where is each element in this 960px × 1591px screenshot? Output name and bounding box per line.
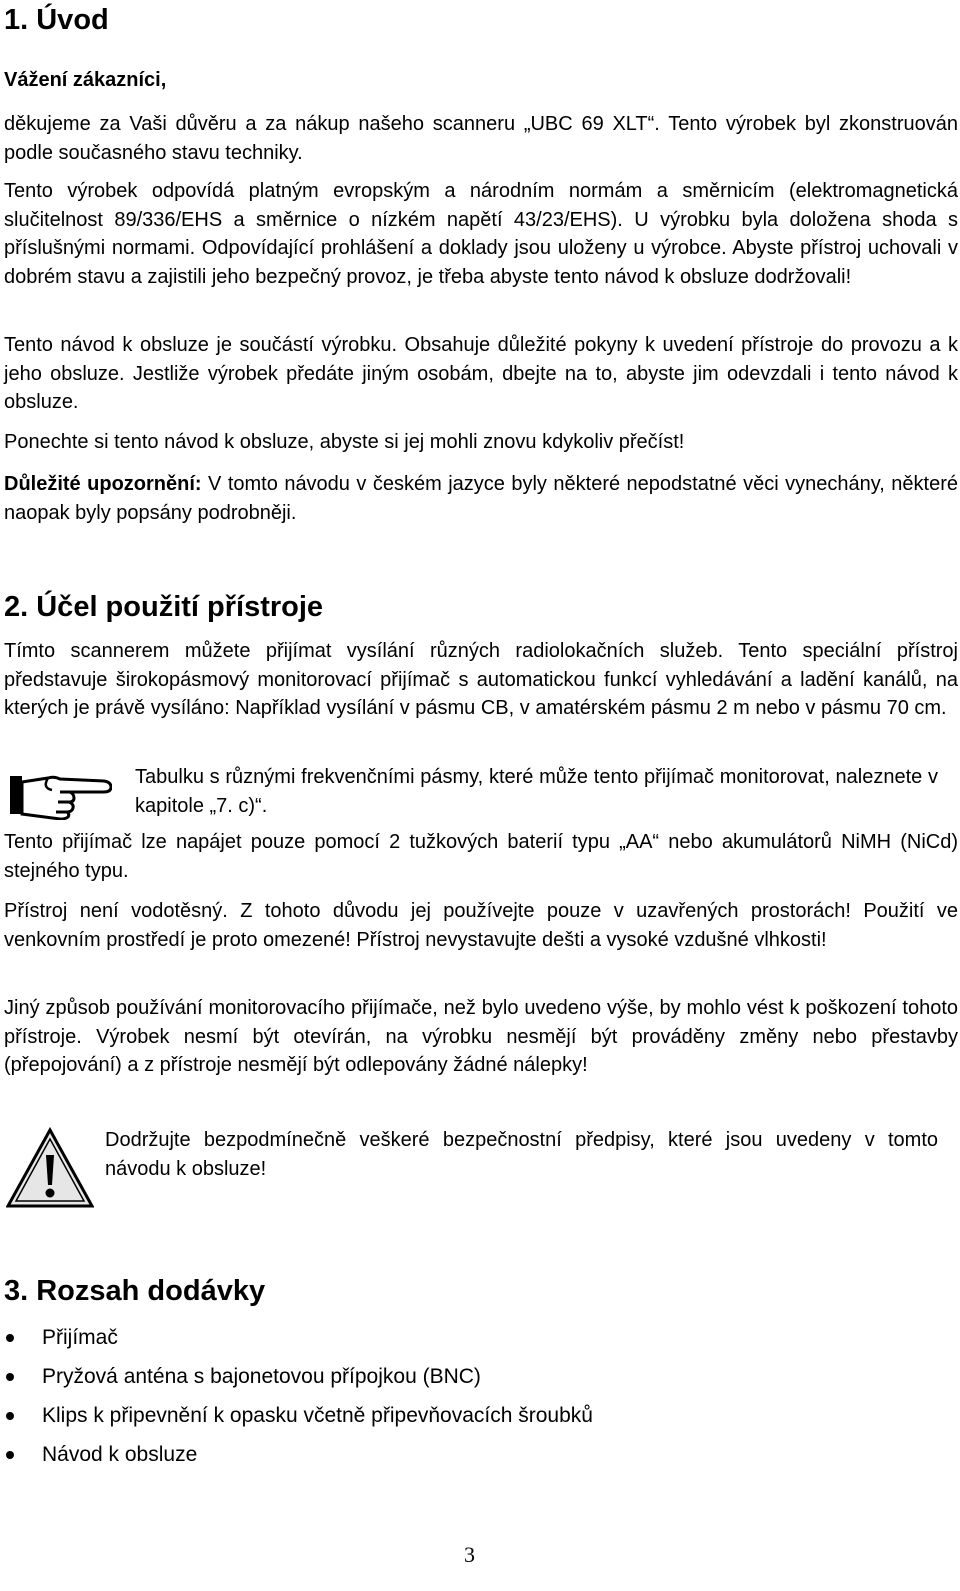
list-item: Klips k připevnění k opasku včetně připevňovacích šroubků [4,1401,593,1440]
paragraph-purpose: Tímto scannerem můžete přijímat vysílání různých radiolokačních služeb. Tento speciální přístroj představuje širokopásmový monitorovací přijímač s automatickou funkcí vyhledávání a ladění kanálů, na kterých je právě vysíláno: Například vysílání v pásmu CB, v amatérském pásmu 2 m nebo v pásmu 70 cm. [4,640,958,719]
page-number: 3 [464,1542,475,1567]
paragraph-keep-manual: Ponechte si tento návod k obsluze, abyste si jej mohli znovu kdykoliv přečíst! [4,431,685,453]
section-heading-purpose: 2. Účel použití přístroje [4,591,324,623]
paragraph-power: Tento přijímač lze napájet pouze pomocí 2 tužkových baterií typu „AA“ nebo akumulátorů NiMH (NiCd) stejného typu. [4,831,958,882]
section-heading-intro: 1. Úvod [4,4,109,36]
greeting: Vážení zákazníci, [4,69,167,91]
important-label: Důležité upozornění: [4,473,202,495]
bullet-icon [6,1373,14,1381]
warning-triangle-icon [6,1127,94,1209]
delivery-list [4,1323,593,1479]
note-safety: Dodržujte bezpodmínečně veškeré bezpečnostní předpisy, které jsou uvedeny v tomto návodu k obsluze! [105,1129,938,1180]
list-item: Přijímač [4,1323,593,1362]
important-text: V tomto návodu v českém jazyce byly některé nepodstatné věci vynechány, některé naopak byly popsány podrobněji. [4,473,958,524]
list-item: Návod k obsluze [4,1440,593,1479]
note-frequency-table: Tabulku s různými frekvenčními pásmy, které může tento přijímač monitorovat, naleznete v kapitole „7. c)“. [135,766,938,817]
paragraph-misuse: Jiný způsob používání monitorovacího přijímače, než bylo uvedeno výše, by mohlo vést k poškození tohoto přístroje. Výrobek nesmí být otevírán, na výrobku nesmějí být prováděny změny nebo přestavby (přepojování) a z přístroje nesmějí být odlepovány žádné nálepky! [4,997,958,1076]
bullet-icon [6,1451,14,1459]
paragraph-waterproof: Přístroj není vodotěsný. Z tohoto důvodu jej používejte pouze v uzavřených prostorách! Použití ve venkovním prostředí je proto omezené! Přístroj nevystavujte dešti a vysoké vzdušné vlhkosti! [4,900,958,951]
bullet-icon [6,1334,14,1342]
paragraph-norms: Tento výrobek odpovídá platným evropským a národním normám a směrnicím (elektromagnetická slučitelnost 89/336/EHS a směrnice o nízkém napětí 43/23/EHS). U výrobku byla doložena shoda s příslušnými normami. Odpovídající prohlášení a doklady jsou uloženy u výrobce. Abyste přístroj uchovali v dobrém stavu a zajistili jeho bezpečný provoz, je třeba abyste tento návod k obsluze dodržovali! [4,180,958,288]
pointing-hand-icon [8,770,112,820]
list-item: Pryžová anténa s bajonetovou přípojkou (BNC) [4,1362,593,1401]
paragraph-thanks: děkujeme za Vaši důvěru a za nákup našeho scanneru „UBC 69 XLT“. Tento výrobek byl zkonstruován podle současného stavu techniky. [4,113,958,164]
section-heading-delivery: 3. Rozsah dodávky [4,1275,266,1307]
bullet-icon [6,1412,14,1420]
paragraph-manual-part: Tento návod k obsluze je součástí výrobku. Obsahuje důležité pokyny k uvedení přístroje do provozu a k jeho obsluze. Jestliže výrobek předáte jiným osobám, dbejte na to, abyste jim odevzdali i tento návod k obsluze. [4,334,958,413]
paragraph-important [4,470,958,527]
